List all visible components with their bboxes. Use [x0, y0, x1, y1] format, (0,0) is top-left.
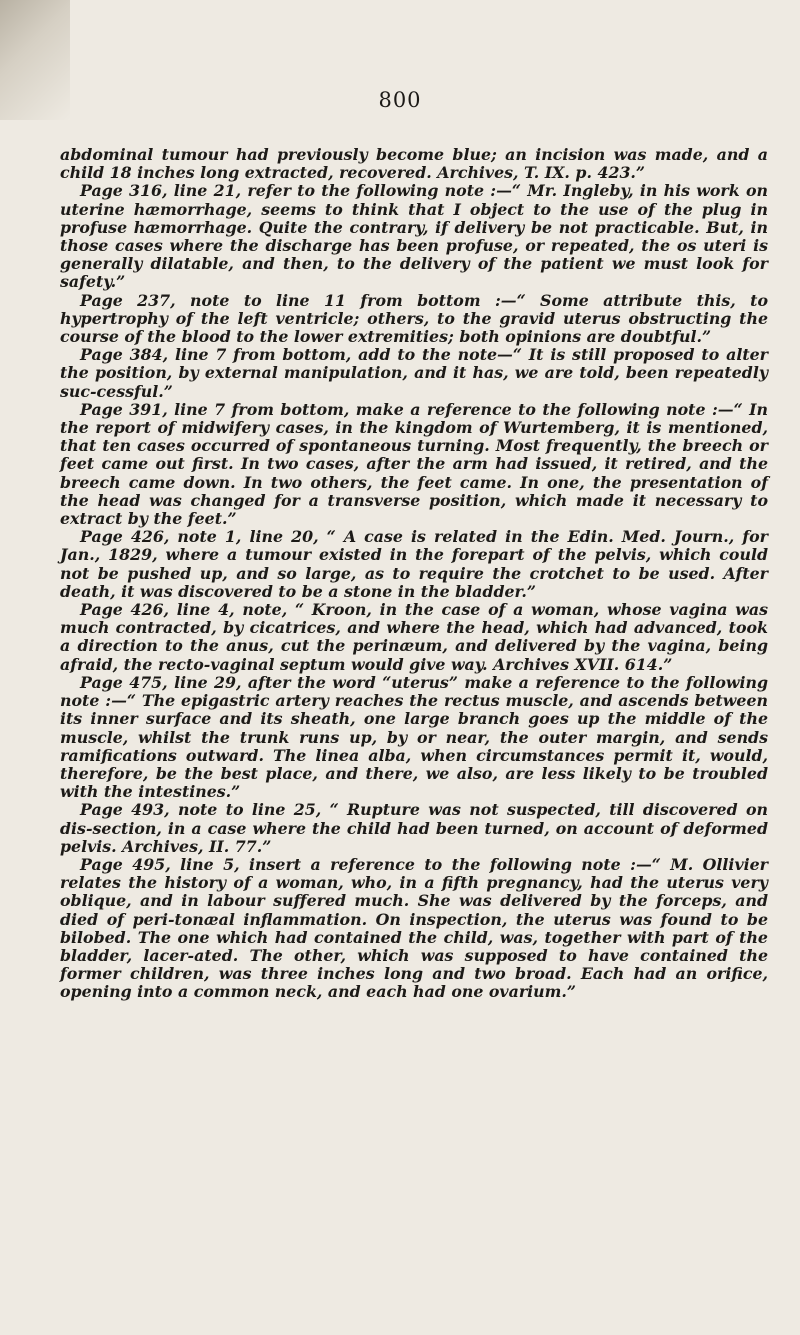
paragraph-page-426-line: Page 426, line 4, note, “ Kroon, in the case of a woman, whose vagina was much contracted, by cicatrices, and where the head, which had advanced, took a direction to the anus, cut the perinæum, and delivered by the vagina, being afraid, the recto-vaginal septum would give way. Archives XVII. 614.”	[60, 600, 768, 674]
paragraph-page-391: Page 391, line 7 from bottom, make a reference to the following note :—“ In the report of midwifery cases, in the kingdom of Wurtemberg, it is mentioned, that ten cases occurred of spontaneous turning. Most frequently, the breech or feet came out first. In two cases, after the arm had issued, it retired, and the breech came down. In two others, the feet came. In one, the presentation of the head was changed for a transverse position, which made it necessary to extract by the feet.”	[60, 399, 768, 529]
page-number: 800	[378, 88, 422, 112]
paragraph-page-493: Page 493, note to line 25, “ Rupture was not suspected, till discovered on dis-section, in a case where the child had been turned, on account of deformed pelvis. Archives, II. 77.”	[60, 800, 768, 856]
paragraph-page-475: Page 475, line 29, after the word “uterus” make a reference to the following note :—“ The epigastric artery reaches the rectus muscle, and ascends between its inner surface and its sheath, one large branch goes up the middle of the muscle, whilst the trunk runs up, by or near, the outer margin, and sends ramifications outward. The linea alba, when circumstances permit it, would, therefore, be the best place, and there, we also, are less likely to be troubled with the intestines.”	[60, 672, 768, 802]
paragraph-page-426-note: Page 426, note 1, line 20, “ A case is related in the Edin. Med. Journ., for Jan., 1829, where a tumour existed in the forepart of the pelvis, which could not be pushed up, and so large, as to require the crotchet to be used. After death, it was discovered to be a stone in the bladder.”	[60, 527, 768, 601]
paragraph-page-316: Page 316, line 21, refer to the following note :—“ Mr. Ingleby, in his work on uterine hæmorrhage, seems to think that I object to the use of the plug in profuse hæmorrhage. Quite the contrary, if delivery be not practicable. But, in those cases where the discharge has been profuse, or repeated, the os uteri is generally dilatable, and then, to the delivery of the patient we must look for safety.”	[60, 181, 768, 292]
paragraph-continuation: abdominal tumour had previously become blue; an incision was made, and a child 18 inches long extracted, recovered. Archives, T. IX. p. 423.”	[60, 145, 768, 183]
paragraph-page-237: Page 237, note to line 11 from bottom :—“ Some attribute this, to hypertrophy of the left ventricle; others, to the gravid uterus obstructing the course of the blood to the lower extremities; both opinions are doubtful.”	[60, 290, 768, 347]
paragraph-page-495: Page 495, line 5, insert a reference to the following note :—“ M. Ollivier relates the history of a woman, who, in a fifth pregnancy, had the uterus very oblique, and in labour suffered much. She was delivered by the forceps, and died of peri-tonæal inflammation. On inspection, the uterus was found to be bilobed. The one which had contained the child, was, together with part of the bladder, lacer-ated. The other, which was supposed to have contained the former children, was three inches long and two broad. Each had an orifice, opening into a common neck, and each had one ovarium.”	[60, 854, 768, 1002]
paragraph-page-384: Page 384, line 7 from bottom, add to the note—“ It is still proposed to alter the position, by external manipulation, and it has, we are told, been repeatedly suc-cessful.”	[60, 345, 768, 401]
page-body	[60, 146, 768, 1002]
